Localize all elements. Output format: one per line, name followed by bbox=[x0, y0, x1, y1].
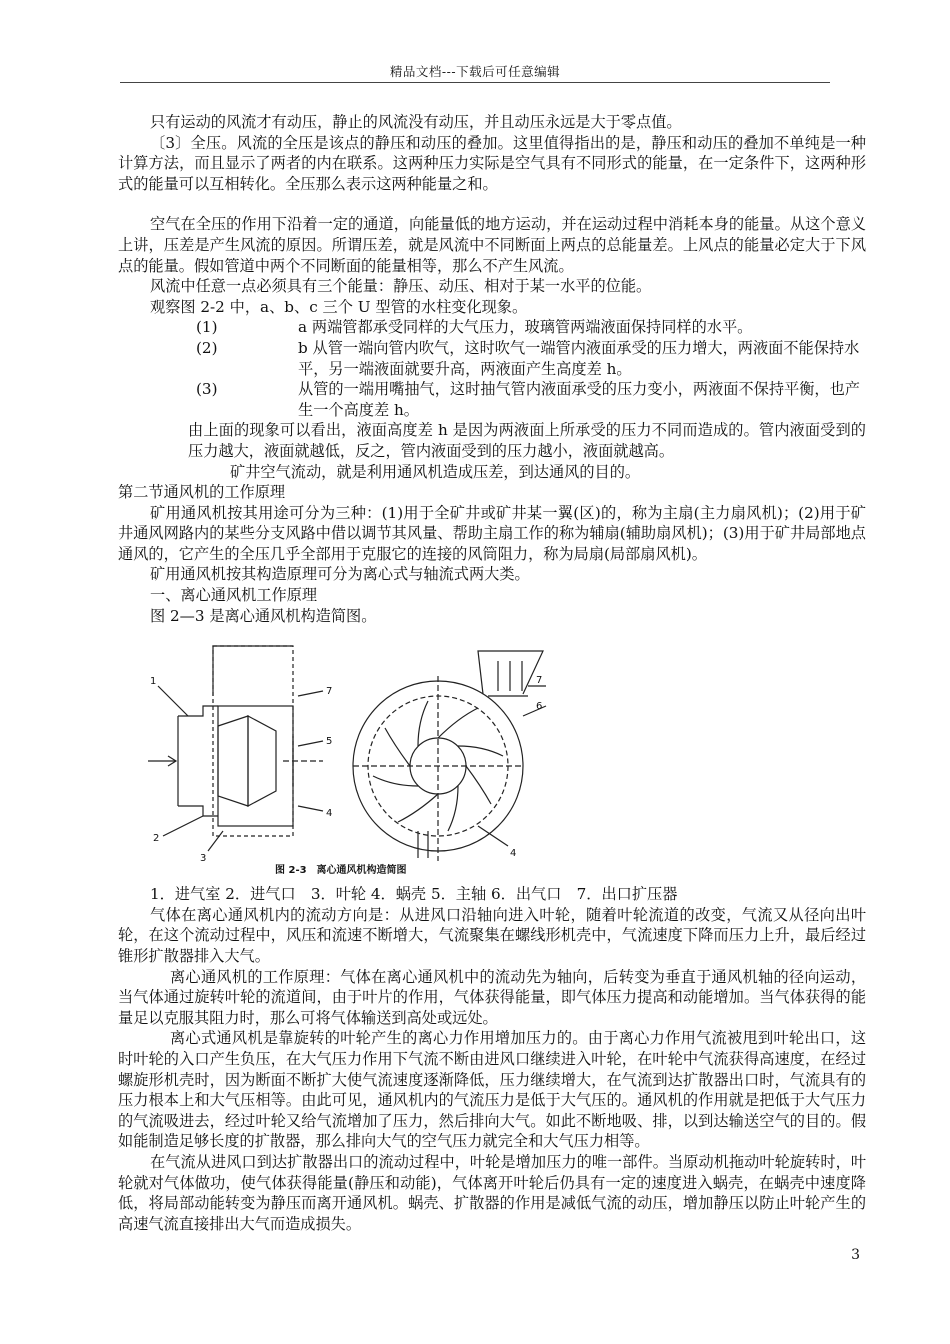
paragraph: 图 2—3 是离心通风机构造简图。 bbox=[150, 606, 377, 625]
list-item-number: (1) bbox=[196, 318, 218, 337]
label-2: 2 bbox=[153, 833, 160, 845]
paragraph: 离心通风机的工作原理：气体在离心通风机中的流动先为轴向，后转变为垂直于通风机轴的径向运动，当气体通过旋转叶轮的流道间，由于叶片的作用，气体获得能量，即气体压力提高和动能增加。当气体获得的能量足以克服其阻力时，那么可将气体输送到高处或远处。 bbox=[118, 967, 866, 1027]
paragraph: 〔3〕全压。风流的全压是该点的静压和动压的叠加。这里值得指出的是，静压和动压的叠加不单纯是一种计算方法，而且显示了两者的内在联系。这两种压力实际是空气具有不同形式的能量，在一定条件下，这两种形式的能量可以互相转化。全压那么表示这两种能量之和。 bbox=[118, 133, 866, 193]
label-7-right: 7 bbox=[536, 675, 543, 687]
document-body bbox=[118, 112, 866, 1234]
subsection-heading: 一、离心通风机工作原理 bbox=[150, 586, 318, 605]
list-item bbox=[118, 338, 866, 379]
list-item bbox=[118, 317, 866, 338]
paragraph: 气体在离心通风机内的流动方向是：从进风口沿轴向进入叶轮，随着叶轮流道的改变，气流又从径向出叶轮，在这个流动过程中，风压和流速不断增大，气流聚集在螺线形机壳中，气流速度下降而压力上升，最后经过锥形扩散器排入大气。 bbox=[118, 905, 866, 966]
paragraph: 离心式通风机是靠旋转的叶轮产生的离心力作用增加压力的。由于离心力作用气流被甩到叶轮出口，这时叶轮的入口产生负压，在大气压力作用下气流不断由进风口继续进入叶轮，在叶轮中气流获得高速度，在经过螺旋形机壳时，因为断面不断扩大使气流速度逐渐降低，压力继续增大，在气流到达扩散器出口时，气流具有的压力根本上和大气压相等。由此可见，通风机内的气流压力是低于大气压的。通风机的作用就是把低于大气压力的气流吸进去，经过叶轮又给气流增加了压力，然后排向大气。如此不断地吸、排，以到达输送空气的目的。假如能制造足够长度的扩散器，那么排向大气的空气压力就完全和大气压力相等。 bbox=[118, 1029, 866, 1151]
parts-legend: 1．进气室 2．进气口 3．叶轮 4．蜗壳 5．主轴 6．出气口 7．出口扩压器 bbox=[150, 885, 678, 904]
centrifugal-fan-diagram bbox=[148, 636, 548, 866]
label-4-right: 4 bbox=[510, 848, 517, 860]
inlet-chamber-bottom bbox=[178, 806, 218, 816]
paragraph: 矿用通风机按其构造原理可分为离心式与轴流式两大类。 bbox=[150, 565, 530, 584]
label-1: 1 bbox=[150, 676, 157, 688]
volute-side-view bbox=[218, 706, 293, 826]
outlet-diffuser-outline bbox=[213, 646, 293, 836]
section-heading: 第二节通风机的工作原理 bbox=[118, 483, 286, 502]
label-4-left: 4 bbox=[326, 808, 333, 820]
figure-caption: 图 2-3 离心通风机构造简图 bbox=[275, 865, 407, 877]
impeller-side bbox=[218, 716, 248, 806]
paragraph: 风流中任意一点必须具有三个能量：静压、动压、相对于某一水平的位能。 bbox=[150, 277, 652, 296]
label-5: 5 bbox=[326, 736, 333, 748]
label-6: 6 bbox=[536, 701, 543, 713]
header-rule bbox=[120, 82, 830, 83]
label-7-left: 7 bbox=[326, 686, 333, 698]
page-header: 精品文档---下载后可任意编辑 bbox=[389, 64, 561, 79]
list-item bbox=[118, 379, 866, 420]
paragraph: 观察图 2-2 中，a、b、c 三个 U 型管的水柱变化现象。 bbox=[150, 297, 528, 316]
list-item-number: (2) bbox=[196, 338, 218, 357]
paragraph: 在气流从进风口到达扩散器出口的流动过程中，叶轮是增加压力的唯一部件。当原动机拖动叶轮旋转时，叶轮就对气体做功，使气体获得能量(静压和动能)，气体离开叶轮后仍具有一定的速度进入蜗壳，在蜗壳中速度降低，将局部动能转变为静压而离开通风机。蜗壳、扩散器的作用是减低气流的动压，增加静压以防止叶轮产生的高速气流直接排出大气而造成损失。 bbox=[118, 1152, 866, 1233]
paragraph: 矿用通风机按其用途可分为三种：(1)用于全矿井或矿井某一翼(区)的，称为主扇(主力扇风机)；(2)用于矿井通风网路内的某些分支风路中借以调节其风量、帮助主扇工作的称为辅扇(辅助扇风机)；(3)用于矿井局部地点通风的，它产生的全压几乎全部用于克服它的连接的风筒阻力，称为局扇(局部扇风机)。 bbox=[118, 503, 866, 563]
paragraph: 矿井空气流动，就是利用通风机造成压差，到达通风的目的。 bbox=[230, 462, 641, 481]
inlet-chamber-top bbox=[178, 706, 218, 716]
list-item-text: 从管的一端用嘴抽气，这时抽气管内液面承受的压力变小，两液面不保持平衡，也产生一个高度差 h。 bbox=[298, 380, 860, 419]
list-item-number: (3) bbox=[196, 380, 218, 399]
paragraph: 空气在全压的作用下沿着一定的通道，向能量低的地方运动，并在运动过程中消耗本身的能量。从这个意义上讲，压差是产生风流的原因。所谓压差，就是风流中不同断面上两点的总能量差。上风点的能量必定大于下风点的能量。假如管道中两个不同断面的能量相等，那么不产生风流。 bbox=[118, 215, 866, 275]
fan-diagram-figure bbox=[118, 636, 866, 876]
label-3: 3 bbox=[200, 853, 207, 865]
paragraph: 由上面的现象可以看出，液面高度差 h 是因为两液面上所承受的压力不同而造成的。管内液面受到的压力越大，液面就越低，反之，管内液面受到的压力越小，液面就越高。 bbox=[188, 421, 866, 460]
paragraph: 只有运动的风流才有动压，静止的风流没有动压，并且动压永远是大于零点值。 bbox=[150, 113, 682, 131]
page-number: 3 bbox=[851, 1247, 860, 1263]
list-item-text: a 两端管都承受同样的大气压力，玻璃管两端液面保持同样的水平。 bbox=[298, 318, 753, 337]
spacer bbox=[118, 194, 866, 214]
list-item-text: b 从管一端向管内吹气，这时吹气一端管内液面承受的压力增大，两液面不能保持水平，另一端液面就要升高，两液面产生高度差 h。 bbox=[298, 338, 860, 378]
